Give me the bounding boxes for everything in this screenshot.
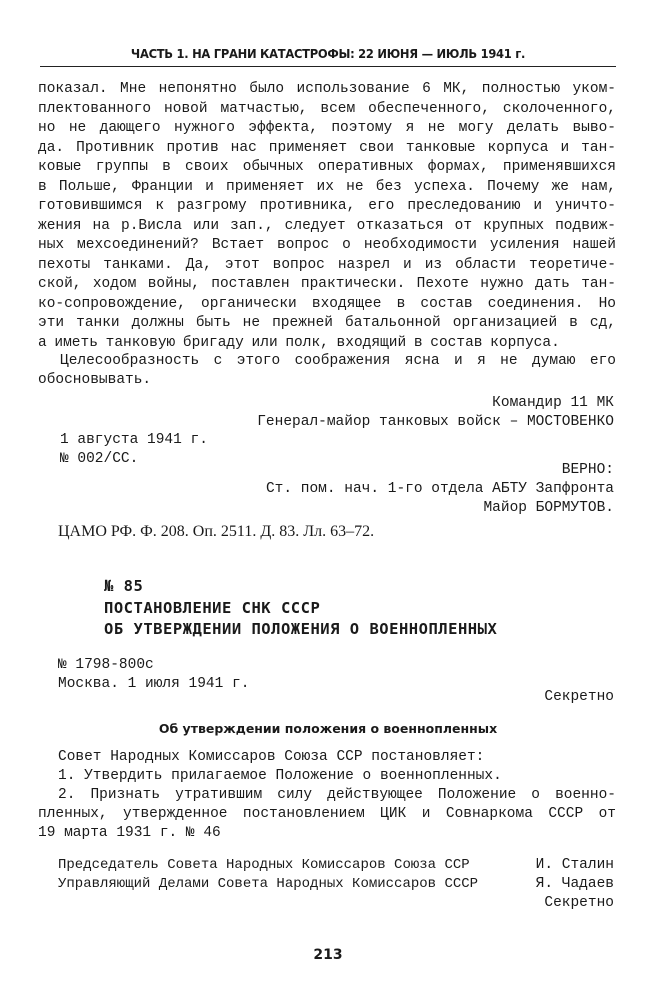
report-para2-line2: обосновывать.: [38, 372, 152, 388]
report-line: показал. Мне непонятно было использование 6 МК, полностью уком-: [38, 81, 616, 97]
document-number: № 85: [104, 577, 144, 595]
place-date: Москва. 1 июля 1941 г.: [58, 676, 250, 692]
signature-title: Командир 11 МК: [492, 395, 614, 411]
signature-1-role: Председатель Совета Народных Комиссаров Союза ССР: [58, 857, 470, 873]
report-line: ской, ходом войны, поставлен практически. Пехоте нужно дать тан-: [38, 276, 616, 292]
resolution-item-2-line3: 19 марта 1931 г. № 46: [38, 825, 221, 841]
registration-number: № 1798-800с: [58, 657, 154, 673]
verno-label: ВЕРНО:: [561, 462, 614, 478]
report-para2-line1: Целесообразность с этого соображения ясна и я не думаю его: [60, 353, 616, 369]
report-line: эти танки должны быть не прежней батальонной организацией в сд,: [38, 315, 616, 331]
report-line: готовившимся к разгрому противника, его преследованию и уничто-: [38, 198, 616, 214]
report-line: ных мехсоединений? Встает вопрос о необходимости усиления нашей: [38, 237, 616, 253]
resolution-item-2-line2: пленных, утвержденное постановлением ЦИК и Совнаркома СССР от: [38, 806, 616, 822]
resolution-item-2-line1: 2. Признать утратившим силу действующее Положение о военно-: [58, 787, 616, 803]
report-line: но не дающего нужного эффекта, поэтому я не могу делать выво-: [38, 120, 616, 136]
document-title-line2: ОБ УТВЕРЖДЕНИИ ПОЛОЖЕНИЯ О ВОЕННОПЛЕННЫХ: [104, 620, 498, 638]
report-line: ковые группы в своих обычных оперативных формах, применявшихся: [38, 159, 616, 175]
report-line: в Польше, Франции и применяет их не без успеха. Почему же нам,: [38, 178, 616, 195]
report-paragraph: [38, 80, 616, 353]
signature-name: Генерал-майор танковых войск – МОСТОВЕНКО: [257, 414, 614, 430]
report-number: № 002/СС.: [60, 451, 139, 467]
certification-line2: Майор БОРМУТОВ.: [483, 500, 614, 516]
report-line: да. Противник против нас применяет свои танковые корпуса и тан-: [38, 139, 616, 156]
secrecy-stamp-top: Секретно: [544, 689, 614, 705]
document-title-line1: ПОСТАНОВЛЕНИЕ СНК СССР: [104, 599, 321, 617]
signature-2-name: Я. Чадаев: [535, 876, 614, 892]
signature-2-role: Управляющий Делами Совета Народных Комиссаров СССР: [58, 876, 479, 892]
resolution-subtitle: Об утверждении положения о военнопленных: [158, 721, 498, 736]
archive-reference: ЦАМО РФ. Ф. 208. Оп. 2511. Д. 83. Лл. 63–72.: [58, 523, 375, 540]
secrecy-stamp-bottom: Секретно: [544, 895, 614, 911]
running-header: ЧАСТЬ 1. НА ГРАНИ КАТАСТРОФЫ: 22 ИЮНЯ — ИЮЛЬ 1941 г.: [130, 46, 526, 61]
certification-line1: Ст. пом. нач. 1-го отдела АБТУ Запфронта: [265, 481, 614, 497]
signature-1-name: И. Сталин: [535, 857, 614, 873]
report-line: жения на р.Висла или зап., следует отказаться от крупных подвиж-: [38, 217, 616, 234]
report-line: плектованного новой матчастью, всем обеспеченного, сколоченного,: [38, 100, 616, 117]
report-date: 1 августа 1941 г.: [60, 432, 208, 448]
resolution-intro: Совет Народных Комиссаров Союза ССР постановляет:: [58, 749, 485, 765]
resolution-item-1: 1. Утвердить прилагаемое Положение о военнопленных.: [58, 768, 502, 784]
report-line: ко-сопровождение, органически входящее в состав соединения. Но: [38, 295, 616, 312]
report-line: а иметь танковую бригаду или полк, входящий в состав корпуса.: [38, 334, 560, 351]
report-line: пехоты танками. Да, этот вопрос назрел и из области теоретиче-: [38, 256, 616, 273]
page-number: 213: [313, 947, 343, 963]
header-rule: [40, 66, 616, 67]
